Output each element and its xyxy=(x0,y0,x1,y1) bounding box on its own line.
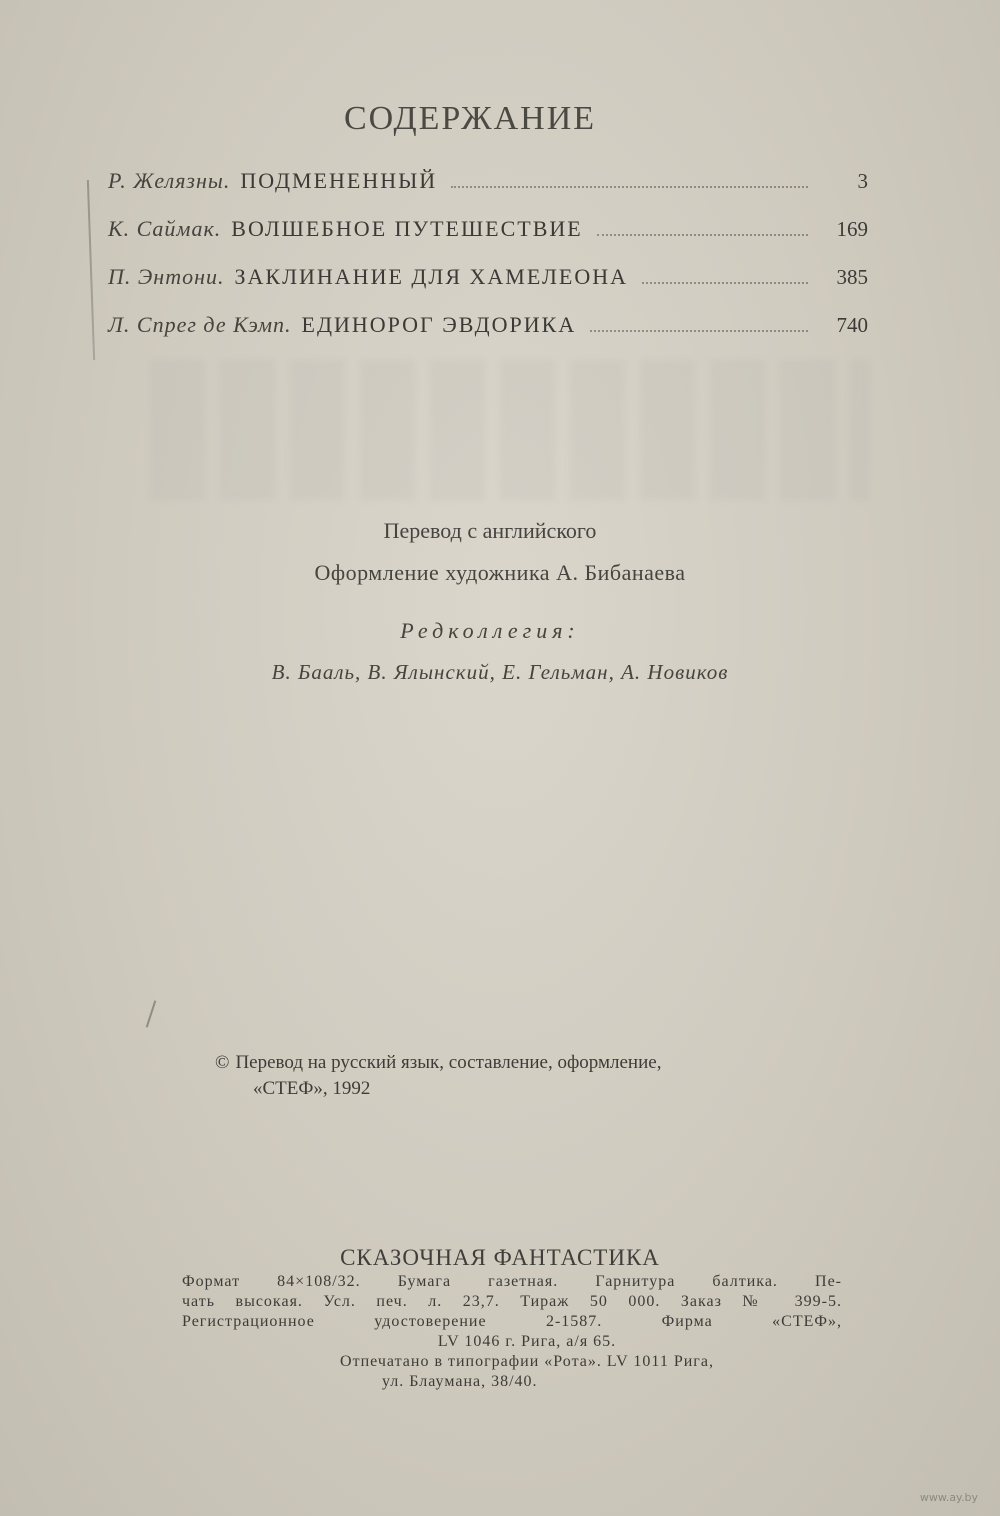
table-of-contents xyxy=(108,168,868,360)
imprint-line: LV 1046 г. Рига, а/я 65. xyxy=(437,1333,617,1350)
design-credit: Оформление художника А. Бибанаева xyxy=(314,560,686,585)
margin-tick-mark xyxy=(146,1000,157,1027)
copyright-symbol: © xyxy=(215,1052,230,1073)
copyright-line: «СТЕФ», 1992 xyxy=(253,1078,371,1099)
toc-entry xyxy=(108,312,868,360)
toc-leader-dots xyxy=(451,186,808,188)
copyright-notice xyxy=(215,1050,835,1102)
imprint-line: чать высокая. Усл. печ. л. 23,7. Тираж 50 000. Заказ № 399-5. xyxy=(182,1293,842,1310)
toc-leader-dots xyxy=(597,234,808,236)
toc-title: СОДЕРЖАНИЕ xyxy=(343,100,597,137)
imprint-line: Регистрационное удостоверение 2-1587. Фирма «СТЕФ», xyxy=(182,1313,842,1330)
toc-page-number: 385 xyxy=(836,265,868,289)
toc-leader-dots xyxy=(590,330,808,332)
toc-author: П. Энтони. xyxy=(108,264,225,289)
editorial-board-members: В. Бааль, В. Ялынский, Е. Гельман, А. Новиков xyxy=(271,660,729,684)
margin-pencil-mark xyxy=(87,180,95,360)
toc-work-title: ЗАКЛИНАНИЕ ДЛЯ ХАМЕЛЕОНА xyxy=(234,264,629,289)
imprint-block xyxy=(182,1272,842,1392)
site-watermark: www.ay.by xyxy=(919,1491,978,1504)
series-title: СКАЗОЧНАЯ ФАНТАСТИКА xyxy=(340,1245,660,1270)
toc-entry xyxy=(108,264,868,312)
toc-page-number: 3 xyxy=(857,169,868,193)
toc-work-title: ЕДИНОРОГ ЭВДОРИКА xyxy=(301,312,577,337)
toc-leader-dots xyxy=(642,282,808,284)
imprint-line: Отпечатано в типографии «Рота». LV 1011 Рига, xyxy=(340,1353,714,1370)
toc-entry xyxy=(108,168,868,216)
imprint-line: Формат 84×108/32. Бумага газетная. Гарнитура балтика. Пе- xyxy=(182,1273,842,1290)
show-through-print xyxy=(150,360,870,500)
copyright-line: Перевод на русский язык, составление, оформление, xyxy=(235,1052,662,1073)
toc-page-number: 169 xyxy=(836,217,868,241)
toc-page-number: 740 xyxy=(836,313,868,337)
toc-author: Р. Желязны. xyxy=(108,168,231,193)
translation-credit: Перевод с английского xyxy=(383,518,597,543)
toc-author: К. Саймак. xyxy=(108,216,222,241)
toc-entry xyxy=(108,216,868,264)
editorial-board-label: Редколлегия: xyxy=(400,618,580,643)
imprint-line: ул. Блаумана, 38/40. xyxy=(382,1373,538,1390)
toc-work-title: ВОЛШЕБНОЕ ПУТЕШЕСТВИЕ xyxy=(231,216,583,241)
toc-work-title: ПОДМЕНЕННЫЙ xyxy=(240,168,438,193)
toc-author: Л. Спрег де Кэмп. xyxy=(108,312,292,337)
